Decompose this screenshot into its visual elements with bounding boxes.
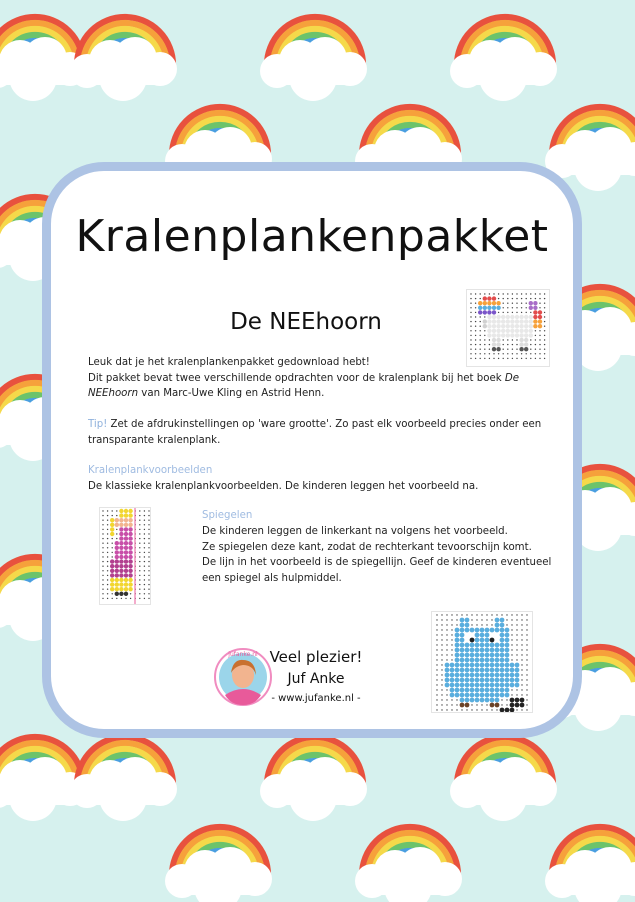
intro-line-2: Dit pakket bevat twee verschillende opdrachten voor de kralenplank bij het boek [88,372,505,384]
page-subtitle: De NEEhoorn [230,309,382,335]
owl-bead-pattern [431,611,533,713]
intro-line-3: van Marc-Uwe Kling en Astrid Henn. [138,388,325,399]
closing-text [256,646,376,708]
princess-mirror-pattern [99,507,151,605]
info-card [42,162,582,738]
owl-bead-icon [432,612,532,712]
tip-body: Zet de afdrukinstellingen op 'ware grootte'. Zo past elk voorbeeld precies onder een transparante kralenplank. [88,419,542,446]
section-text-patterns: De klassieke kralenplankvoorbeelden. De kinderen leggen het voorbeeld na. [88,481,479,492]
mirror-line-2: Ze spiegelen deze kant, zodat de rechterkant tevoorschijn komt. [202,541,532,553]
page-title: Kralenplankenpakket [75,211,549,262]
tip-text [88,417,558,448]
intro-line-1: Leuk dat je het kralenplankenpakket gedownload hebt! [88,357,370,368]
section-text-mirror [202,524,562,586]
section-heading-mirror: Spiegelen [202,510,253,521]
intro-text [88,355,558,402]
intro-book-title: De NEEhoorn [88,372,520,399]
closing-website[interactable]: - www.jufanke.nl - [271,693,361,704]
closing-wish: Veel plezier! [269,648,363,666]
closing-author: Juf Anke [287,671,345,687]
section-heading-patterns: Kralenplankvoorbeelden [88,465,213,476]
tip-label: Tip! [88,419,108,430]
mirror-line-3: De lijn in het voorbeeld is de spiegellijn. Geef de kinderen eventueel een spiegel als hulpmiddel. [202,557,552,584]
princess-bead-icon [100,508,150,604]
mirror-line-1: De kinderen leggen de linkerkant na volgens het voorbeeld. [202,526,508,537]
svg-text:jufanke.nl: jufanke.nl [228,651,258,658]
